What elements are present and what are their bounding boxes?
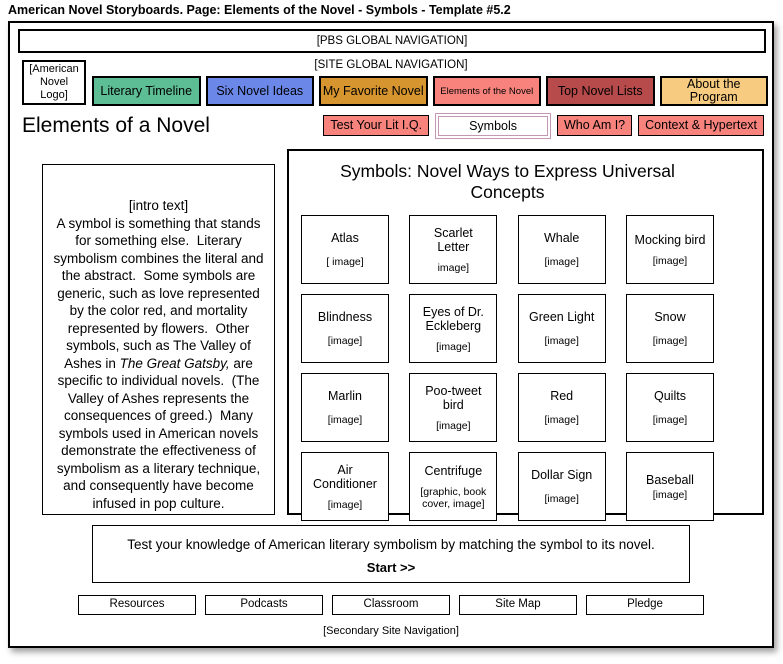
symbol-image-placeholder: [graphic, book cover, image] <box>420 485 487 510</box>
footer-resources[interactable]: Resources <box>78 595 196 615</box>
page-title: American Novel Storyboards. Page: Elements of the Novel - Symbols - Template #5.2 <box>8 3 511 17</box>
intro-text <box>49 215 268 513</box>
symbol-image-placeholder: [image] <box>544 256 579 268</box>
nav-about-the-program[interactable] <box>660 76 769 106</box>
subnav-symbols-inner <box>438 116 548 136</box>
symbol-title: Poo-tweet bird <box>425 383 482 412</box>
nav-label: Top Novel Lists <box>557 83 643 98</box>
heading-row <box>14 112 768 139</box>
symbol-title: Whale <box>543 231 580 245</box>
symbol-cell-blindness[interactable] <box>301 294 389 363</box>
symbol-title: Mocking bird <box>634 232 706 247</box>
symbol-cell-centrifuge[interactable] <box>409 452 497 521</box>
symbol-title: Blindness <box>317 310 373 324</box>
symbol-cell-marlin[interactable] <box>301 373 389 442</box>
nav-elements-of-the-novel[interactable] <box>433 76 542 106</box>
symbol-cell-dollar-sign[interactable] <box>518 452 606 521</box>
symbol-cell-baseball[interactable] <box>626 452 714 521</box>
footer-pledge[interactable]: Pledge <box>586 595 704 615</box>
symbol-title: Marlin <box>327 389 363 403</box>
symbol-title: Scarlet Letter <box>433 225 473 254</box>
pbs-global-nav-bar[interactable]: [PBS GLOBAL NAVIGATION] <box>18 29 766 53</box>
symbol-title: Snow <box>654 310 686 324</box>
subnav-symbols-active[interactable] <box>435 113 551 139</box>
footer-podcasts[interactable]: Podcasts <box>205 595 323 615</box>
symbol-image-placeholder: [image] <box>652 335 688 347</box>
symbol-title: Quilts <box>654 389 686 403</box>
symbols-panel-title: Symbols: Novel Ways to Express Universal Concepts <box>340 161 675 202</box>
symbol-cell-whale[interactable] <box>518 215 606 284</box>
symbol-cell-mocking-bird[interactable] <box>626 215 714 284</box>
symbol-image-placeholder: [image] <box>652 488 688 501</box>
symbol-cell-red[interactable] <box>518 373 606 442</box>
nav-label: About the Program <box>686 77 741 104</box>
quiz-banner <box>92 525 690 583</box>
quiz-start-link[interactable]: Start >> <box>366 560 416 575</box>
nav-label: Literary Timeline <box>100 83 193 98</box>
wireframe-frame <box>8 21 774 648</box>
symbol-image-placeholder: [image] <box>544 414 579 426</box>
nav-my-favorite-novel[interactable] <box>319 76 428 106</box>
symbol-image-placeholder: [image] <box>327 335 363 347</box>
symbol-title: Atlas <box>331 231 359 245</box>
subnav-who-am-i[interactable] <box>557 115 632 136</box>
footer-nav <box>14 595 768 615</box>
intro-panel <box>42 164 275 515</box>
symbol-cell-air-conditioner[interactable] <box>301 452 389 521</box>
symbol-image-placeholder: [ image] <box>326 256 364 268</box>
symbol-cell-poo-tweet-bird[interactable] <box>409 373 497 442</box>
symbol-image-placeholder: [image] <box>327 414 363 426</box>
nav-six-novel-ideas[interactable] <box>206 76 315 106</box>
subnav-label: Test Your Lit I.Q. <box>330 118 423 132</box>
symbol-cell-atlas[interactable] <box>301 215 389 284</box>
symbol-cell-scarlet-letter[interactable] <box>409 215 497 284</box>
symbol-image-placeholder: [image] <box>327 498 363 511</box>
intro-text-before: A symbol is something that stands for something else. Literary symbolism combines the literal and the abstract. Some symbols are generic, such as love represented by the color red, and mortality represented by flowers. Other symbols, such as The Valley of Ashes in <box>53 215 268 371</box>
nav-literary-timeline[interactable] <box>92 76 201 106</box>
symbol-title: Red <box>550 389 574 403</box>
symbol-title: Centrifuge <box>424 463 483 478</box>
footer-site-map[interactable]: Site Map <box>459 595 577 615</box>
symbol-title: Air Conditioner <box>313 462 377 491</box>
site-logo[interactable] <box>22 60 86 105</box>
symbol-cell-eyes-of-dr-eckleberg[interactable] <box>409 294 497 363</box>
subnav-label: Symbols <box>469 118 517 133</box>
symbol-image-placeholder: image] <box>437 261 470 274</box>
symbol-cell-quilts[interactable] <box>626 373 714 442</box>
footer-classroom[interactable]: Classroom <box>332 595 450 615</box>
intro-placeholder: [intro text] <box>128 198 189 213</box>
secondary-site-navigation-label: [Secondary Site Navigation] <box>323 625 459 637</box>
symbol-cell-snow[interactable] <box>626 294 714 363</box>
content-row <box>42 149 764 515</box>
site-logo-label: [American Novel Logo] <box>29 63 79 101</box>
symbol-image-placeholder: [image] <box>652 254 688 267</box>
site-global-nav-label: [SITE GLOBAL NAVIGATION] <box>314 59 468 71</box>
symbol-title: Green Light <box>528 310 595 324</box>
nav-label: My Favorite Novel <box>322 83 424 98</box>
symbol-image-placeholder: [image] <box>436 419 471 432</box>
subnav-test-your-lit-iq[interactable] <box>323 115 429 136</box>
site-global-nav-section <box>14 59 768 106</box>
nav-label: Six Novel Ideas <box>216 83 304 98</box>
nav-label: Elements of the Novel <box>440 85 534 97</box>
nav-top-novel-lists[interactable] <box>546 76 655 106</box>
subnav-label: Who Am I? <box>564 118 626 132</box>
symbol-image-placeholder: [image] <box>436 340 471 353</box>
symbols-panel <box>287 149 764 515</box>
symbol-image-placeholder: [image] <box>544 493 579 505</box>
symbol-image-placeholder: [image] <box>652 414 688 426</box>
symbol-image-placeholder: [image] <box>544 335 579 347</box>
symbol-cell-green-light[interactable] <box>518 294 606 363</box>
symbol-title: Dollar Sign <box>531 468 593 482</box>
symbol-title: Eyes of Dr. Eckleberg <box>422 304 484 333</box>
main-nav <box>92 76 768 106</box>
symbols-grid <box>301 215 714 521</box>
sub-nav <box>323 113 764 139</box>
intro-text-italic: The Great Gatsby, <box>119 355 230 371</box>
subnav-context-hypertext[interactable] <box>638 115 764 136</box>
quiz-text: Test your knowledge of American literary symbolism by matching the symbol to its novel. <box>127 537 655 552</box>
page-heading: Elements of a Novel <box>22 113 210 137</box>
subnav-label: Context & Hypertext <box>645 118 757 132</box>
intro-text-after: are specific to individual novels. (The Valley of Ashes represents the consequences of greed.) Many symbols used in American novels demonstrate the effectiveness of symbolism as a literary technique, and consequently have become infused in pop culture. <box>56 355 264 511</box>
symbol-title: Baseball <box>646 472 694 487</box>
